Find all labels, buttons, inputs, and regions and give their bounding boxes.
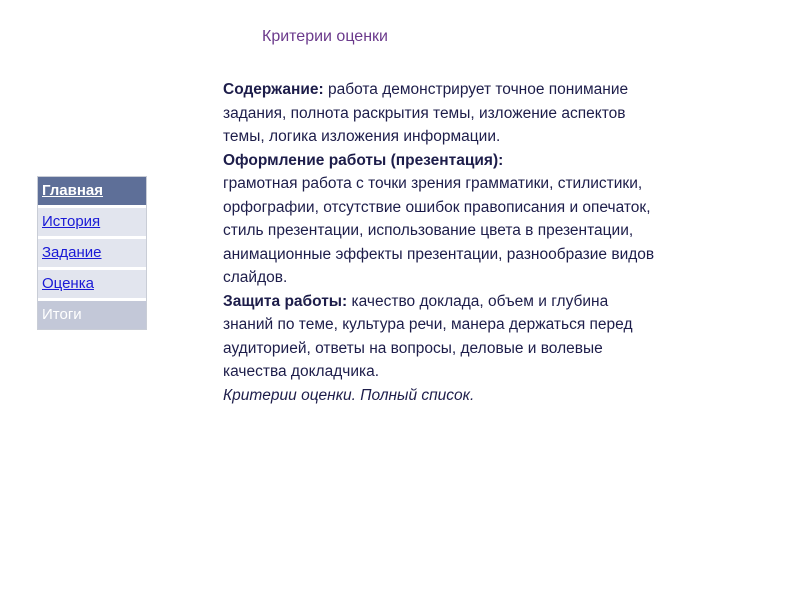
nav-item-results[interactable]: Итоги [38, 301, 146, 329]
nav-item-evaluation[interactable]: Оценка [38, 270, 146, 301]
section-design-text: грамотная работа с точки зрения грамматики, стилистики, орфографии, отсутствие ошибок правописания и опечаток, стиль презентации, использование цвета в презентации, анимационные эффекты презентации, разнообразие видов слайдов. [223, 175, 655, 286]
nav-item-task[interactable]: Задание [38, 239, 146, 270]
sidebar-nav [37, 176, 147, 330]
section-defense-text: качество доклада, объем и глубина знаний по теме, культура речи, манера держаться перед аудиторией, ответы на вопросы, деловые и волевые качества докладчика. [223, 292, 633, 380]
section-design-heading: Оформление работы (презентация): [223, 151, 504, 169]
section-content-heading: Содержание: [223, 81, 324, 98]
page-title: Критерии оценки [262, 28, 388, 45]
criteria-full-list-link[interactable]: Критерии оценки. Полный список. [223, 386, 475, 404]
criteria-text [223, 78, 655, 407]
nav-item-home[interactable]: Главная [38, 177, 146, 208]
nav-item-history[interactable]: История [38, 208, 146, 239]
section-defense-heading: Защита работы: [223, 292, 348, 310]
section-content-text: работа демонстрирует точное понимание задания, полнота раскрытия темы, изложение аспектов темы, логика изложения информации. [223, 81, 629, 145]
